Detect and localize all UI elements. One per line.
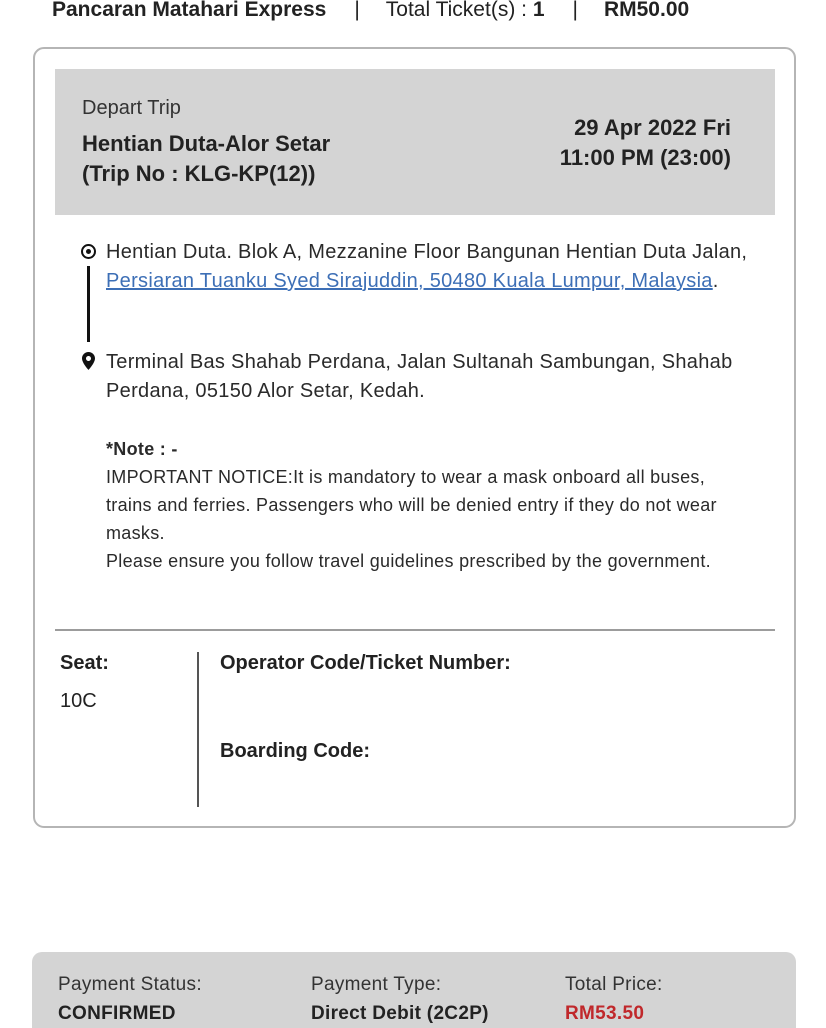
route-name: Hentian Duta-Alor Setar: [82, 131, 331, 156]
payment-type: [311, 970, 489, 1028]
trip-header: [55, 69, 775, 215]
operator-name: Pancaran Matahari Express: [52, 0, 327, 21]
operator-code-label: Operator Code/Ticket Number:: [220, 652, 511, 674]
route-connector-line: [87, 266, 90, 342]
trip-date: 29 Apr 2022 Fri: [574, 115, 731, 140]
radio-dot-icon: [81, 244, 96, 259]
seat-number: 10C: [60, 690, 97, 712]
summary-price: RM50.00: [603, 0, 690, 21]
origin-address-end: .: [712, 270, 719, 292]
tickets-label: Total Ticket(s) :: [385, 0, 533, 21]
note-mask-notice: IMPORTANT NOTICE:It is mandatory to wear a mask onboard all buses, trains and ferries. Passengers who will be denied entry if they do not wear masks.: [106, 467, 717, 543]
tickets-count: 1: [532, 0, 545, 21]
summary-separator-2: |: [572, 0, 578, 21]
total-price-value: RM53.50: [565, 1003, 645, 1024]
map-pin-icon: [82, 352, 95, 370]
column-divider: [197, 652, 199, 807]
seat-label: Seat:: [60, 652, 109, 674]
ticket-card: [33, 47, 796, 828]
section-divider: [55, 629, 775, 631]
origin-address: [106, 238, 786, 296]
summary-separator: |: [354, 0, 360, 21]
trip-route: [82, 129, 330, 189]
total-price: [565, 970, 663, 1028]
trip-datetime: [560, 113, 731, 173]
payment-status: [58, 970, 202, 1028]
payment-type-value: Direct Debit (2C2P): [311, 1003, 489, 1024]
payment-status-label: Payment Status:: [58, 974, 202, 995]
depart-trip-label: Depart Trip: [82, 97, 181, 119]
origin-address-text: Hentian Duta. Blok A, Mezzanine Floor Bangunan Hentian Duta Jalan,: [106, 241, 748, 263]
trip-time: 11:00 PM (23:00): [559, 145, 731, 170]
note-title: *Note : -: [106, 439, 178, 459]
payment-type-label: Payment Type:: [311, 974, 442, 995]
payment-status-value: CONFIRMED: [58, 1003, 176, 1024]
trip-note: [106, 435, 756, 575]
booking-summary: [52, 0, 689, 22]
payment-panel: [32, 952, 796, 1028]
trip-number: (Trip No : KLG-KP(12)): [82, 161, 316, 186]
total-price-label: Total Price:: [565, 974, 663, 995]
destination-address: Terminal Bas Shahab Perdana, Jalan Sultanah Sambungan, Shahab Perdana, 05150 Alor Setar, Kedah.: [106, 351, 733, 402]
note-guidelines: Please ensure you follow travel guidelines prescribed by the government.: [106, 551, 711, 571]
boarding-code-label: Boarding Code:: [220, 740, 370, 762]
origin-address-link[interactable]: Persiaran Tuanku Syed Sirajuddin, 50480 Kuala Lumpur, Malaysia: [106, 270, 713, 292]
